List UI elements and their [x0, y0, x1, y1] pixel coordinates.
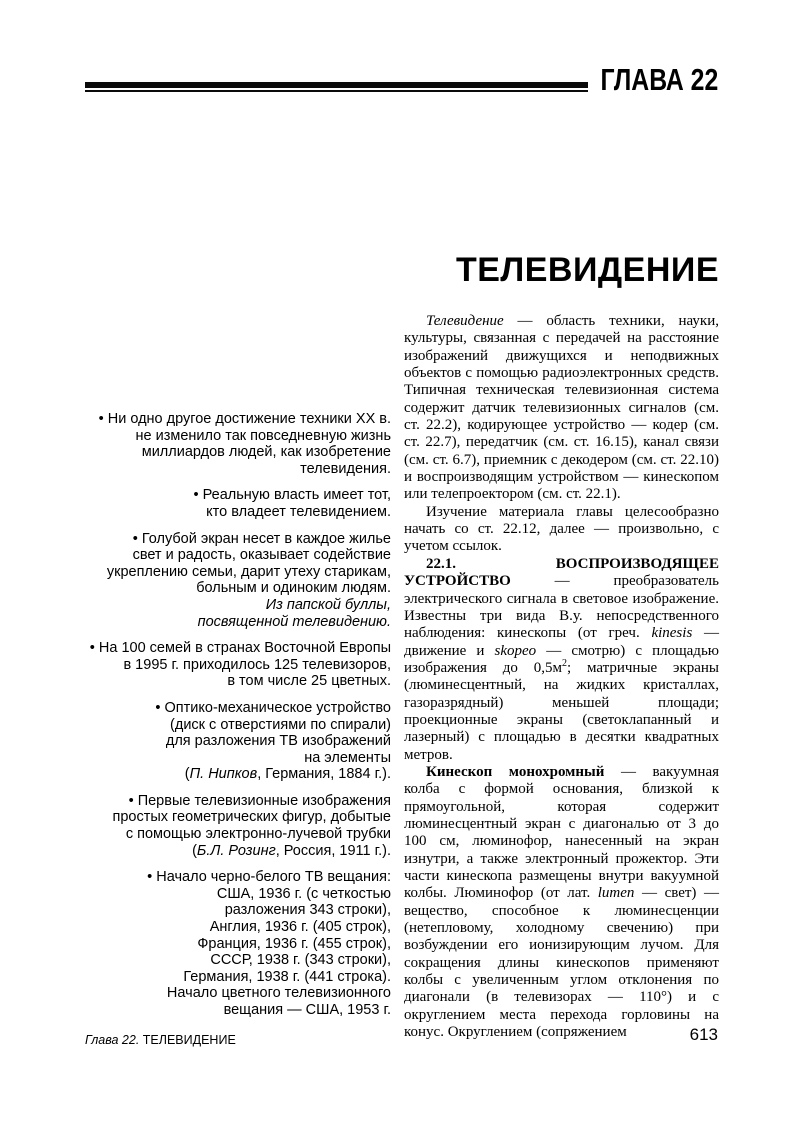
sidebar-bullet-line [85, 886, 391, 903]
sidebar-bullet-line [85, 843, 391, 860]
text-segment: свет и радость, оказывает содействие [132, 547, 391, 564]
sidebar-bullet-line [85, 531, 391, 548]
sidebar-bullet [85, 411, 391, 477]
sidebar-bullet-line [85, 614, 391, 631]
text-segment: На 100 семей в странах Восточной Европы [98, 640, 391, 657]
sidebar-bullet [85, 640, 391, 690]
article-body [404, 313, 719, 1041]
text-segment: — преобразователь электрического сигнала в световое изображение. Известны три вида В.у. непосредственного наблюдения: кинескопы (от греч. [404, 573, 719, 642]
text-segment: lumen [597, 885, 635, 902]
bullet-marker: • [89, 640, 99, 657]
sidebar-bullet [85, 531, 391, 631]
text-segment: СССР, 1938 г. (343 строки), [210, 952, 391, 969]
text-segment: кто владеет телевидением. [206, 503, 391, 520]
sidebar-bullet [85, 487, 391, 520]
sidebar-bullet-line [85, 504, 391, 521]
text-segment: — свет) — вещество, способное к люминесценции (нетепловому, холодному свечению) при возбуждении его ионизирующим лучом. Для сокращения длины кинескопов применяют колбы с увеличенным углом отклонения по диагонали (в телевизорах — 110°) и с округлением места перехода горловины на конус. Округлением (сопряжением [404, 885, 719, 1041]
text-segment: Телевидение [426, 313, 504, 329]
text-segment: П. Нипков [189, 766, 258, 783]
page-number: 613 [689, 1025, 718, 1044]
sidebar-bullet-line [85, 766, 391, 783]
sidebar-bullet-line [85, 793, 391, 810]
sidebar-bullet-line [85, 733, 391, 750]
text-segment: в 1995 г. приходилось 125 телевизоров, [123, 656, 391, 673]
sidebar-bullet-line [85, 1002, 391, 1019]
sidebar-bullet-line [85, 869, 391, 886]
header-rule-thick [85, 82, 588, 88]
running-head-title: ТЕЛЕВИДЕНИЕ [142, 1033, 236, 1047]
sidebar-bullet-line [85, 717, 391, 734]
bullet-marker: • [128, 792, 138, 809]
text-segment: укреплению семьи, дарит утеху старикам, [106, 563, 391, 580]
text-segment: 2 [561, 657, 567, 669]
chapter-heading: ГЛАВА 22 [600, 62, 718, 97]
text-segment: простых геометрических фигур, добытые [112, 809, 391, 826]
sidebar-bullet-line [85, 969, 391, 986]
text-segment: больным и одиноким людям. [196, 580, 391, 597]
running-head [85, 1033, 236, 1047]
paragraph [404, 556, 719, 764]
text-segment: Кинескоп монохромный [426, 763, 605, 780]
sidebar-notes [85, 411, 391, 1029]
sidebar-bullet-line [85, 985, 391, 1002]
text-segment: Франция, 1936 г. (455 строк), [197, 935, 391, 952]
text-segment: Начало черно-белого ТВ вещания: [156, 869, 391, 886]
sidebar-bullet [85, 700, 391, 783]
bullet-marker: • [132, 530, 142, 547]
sidebar-bullet-line [85, 902, 391, 919]
text-segment: с помощью электронно-лучевой трубки [125, 826, 391, 843]
text-segment: посвященной телевидению. [197, 613, 391, 630]
paragraph [404, 764, 719, 1042]
sidebar-bullet-line [85, 809, 391, 826]
sidebar-bullet-line [85, 673, 391, 690]
text-segment: Из папской буллы, [265, 596, 391, 613]
sidebar-bullet-line [85, 564, 391, 581]
article-title: ТЕЛЕВИДЕНИЕ [455, 251, 719, 289]
text-segment: на элементы [304, 749, 391, 766]
text-segment: Изучение материала главы целесообразно начать со ст. 22.12, далее — произвольно, с учетом ссылок. [404, 503, 719, 555]
text-segment: , Россия, 1911 г.). [275, 842, 391, 859]
sidebar-bullet-line [85, 487, 391, 504]
text-segment: — смотрю) с площадью изображения до 0,5м [404, 642, 719, 676]
text-segment: для разложения ТВ изображений [165, 733, 391, 750]
text-segment: Ни одно другое достижение техники XX в. [107, 411, 391, 427]
text-segment: вещания — США, 1953 г. [223, 1002, 391, 1018]
text-segment: Начало цветного телевизионного [166, 985, 391, 1002]
running-head-chapter: Глава 22. [85, 1033, 140, 1047]
text-segment: Англия, 1936 г. (405 строк), [209, 919, 391, 936]
text-segment: 22.1. ВОСПРОИЗВОДЯЩЕЕ УСТРОЙСТВО [404, 555, 719, 590]
text-segment: ; матричные экраны (люминесцентный, на жидких кристаллах, газоразрядный) меньшей площади; проекционные экраны (светоклапанный и лазерный) с площадью в десятки квадратных метров. [404, 659, 720, 763]
bullet-marker: • [155, 699, 165, 716]
sidebar-bullet-line [85, 952, 391, 969]
text-segment: kinesis [651, 625, 693, 642]
sidebar-bullet-line [85, 657, 391, 674]
text-segment: — область техники, науки, культуры, связанная с передачей на расстояние изображений движущихся и неподвижных объектов с помощью радиоэлектронных средств. Типичная техническая телевизионная система содержит датчик телевизионных сигналов (см. ст. 22.2), кодирующее устройство — кодер (см. ст. 22.7), передатчик (см. ст. 16.15), канал связи (см. ст. 6.7), приемник с декодером (см. ст. 22.10) и воспроизводящим устройством — кинескопом или телепроектором (см. ст. 22.1). [404, 313, 719, 503]
bullet-marker: • [98, 411, 108, 427]
sidebar-bullet-line [85, 411, 391, 428]
sidebar-bullet-line [85, 700, 391, 717]
text-segment: Германия, 1938 г. (441 строка). [183, 968, 391, 985]
bullet-marker: • [147, 869, 157, 886]
text-segment: ( [184, 766, 190, 783]
sidebar-bullet-line [85, 428, 391, 445]
text-segment: Оптико-механическое устройство [164, 699, 391, 716]
sidebar-bullet-line [85, 919, 391, 936]
sidebar-bullet-line [85, 750, 391, 767]
text-segment: Б.Л. Розинг [196, 842, 276, 859]
text-segment: миллиардов людей, как изобретение [141, 444, 391, 461]
text-segment: Голубой экран несет в каждое жилье [141, 530, 391, 547]
text-segment: ( [192, 842, 197, 859]
text-segment: в том числе 25 цветных. [227, 673, 391, 690]
sidebar-bullet-line [85, 444, 391, 461]
sidebar-bullet-line [85, 936, 391, 953]
sidebar-bullet-line [85, 580, 391, 597]
sidebar-bullet [85, 793, 391, 859]
text-segment: разложения 343 строки), [224, 902, 391, 919]
text-segment: — движение и [404, 625, 720, 659]
sidebar-bullet-line [85, 461, 391, 478]
paragraph [404, 313, 719, 504]
text-segment: skopeo [494, 642, 537, 659]
sidebar-bullet-line [85, 826, 391, 843]
sidebar-bullet [85, 869, 391, 1018]
text-segment: телевидения. [300, 460, 391, 477]
header-rule [85, 82, 588, 92]
text-segment: Первые телевизионные изображения [137, 792, 391, 809]
text-segment: (диск с отверстиями по спирали) [170, 716, 391, 733]
text-segment: Реальную власть имеет тот, [202, 487, 391, 504]
header-rule-thin [85, 90, 588, 92]
sidebar-bullet-line [85, 640, 391, 657]
text-segment: , Германия, 1884 г.). [257, 766, 391, 783]
text-segment: — вакуумная колба с формой основания, близкой к прямоугольной, которая содержит люминесцентный экран с диагональю от 3 до 100 см, люминофор, нанесенный на экран изнутри, а также электронный прожектор. Эти части кинескопа размещены внутри вакуумной колбы. Люминофор (от лат. [404, 763, 719, 902]
text-segment: не изменило так повседневную жизнь [135, 427, 391, 444]
sidebar-bullet-line [85, 547, 391, 564]
sidebar-bullet-line [85, 597, 391, 614]
text-segment: США, 1936 г. (с четкостью [216, 885, 391, 902]
bullet-marker: • [193, 487, 203, 504]
paragraph [404, 504, 719, 556]
